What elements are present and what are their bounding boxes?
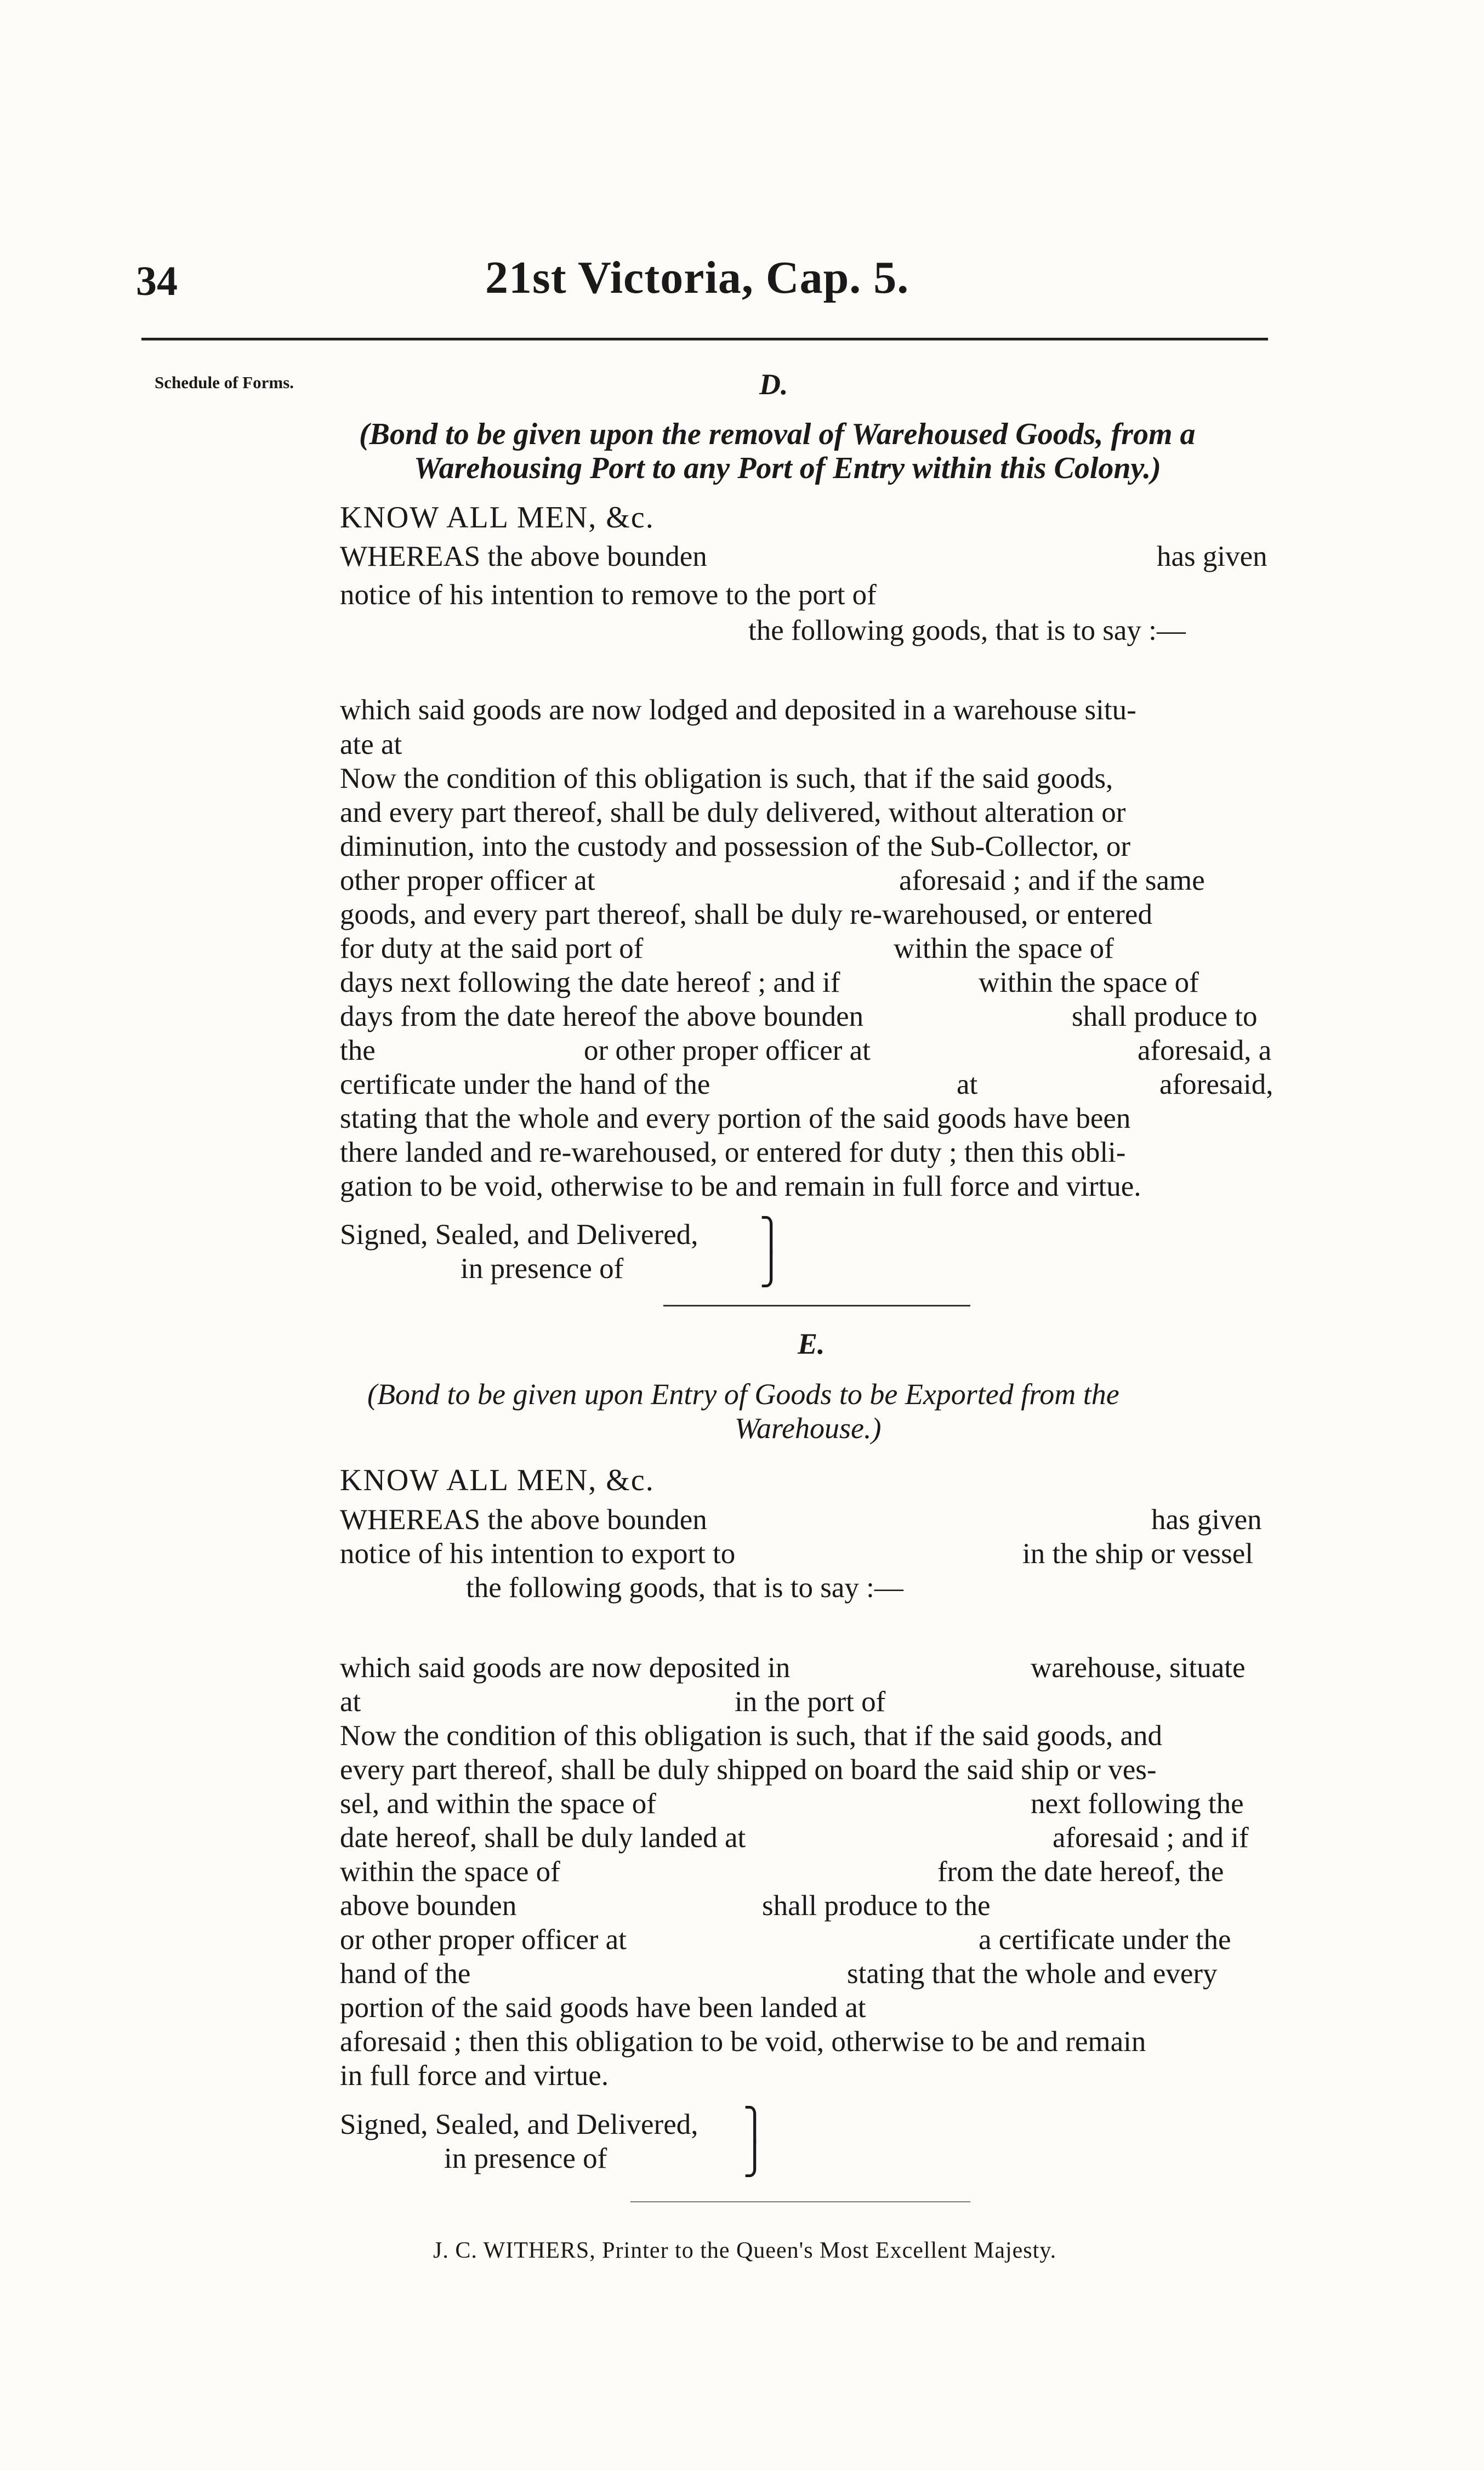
form-e-line: shall produce to the [762, 1890, 991, 1922]
form-d-line: other proper officer at [340, 865, 595, 896]
form-e-line: sel, and within the space of [340, 1788, 656, 1820]
form-e-line: the following goods, that is to say :— [466, 1572, 903, 1604]
form-e-whereas: WHEREAS the above bounden [340, 1504, 707, 1536]
form-d-line: Now the condition of this obligation is such, that if the said goods, [340, 763, 1113, 794]
form-e-line: aforesaid ; and if [1053, 1822, 1249, 1854]
form-d-caption-line2: Warehousing Port to any Port of Entry within this Colony.) [414, 451, 1161, 485]
form-e-line: from the date hereof, the [937, 1856, 1224, 1888]
form-e-presence: in presence of [444, 2143, 607, 2174]
form-e-know-all-men: KNOW ALL MEN, &c. [340, 1463, 655, 1497]
form-d-presence: in presence of [460, 1253, 624, 1285]
form-e-line: in the port of [735, 1686, 886, 1718]
header-rule [141, 338, 1268, 340]
form-e-line: aforesaid ; then this obligation to be void, otherwise to be and remain [340, 2026, 1146, 2058]
form-d-line: stating that the whole and every portion of the said goods have been [340, 1103, 1131, 1134]
form-d-line: at [957, 1069, 978, 1100]
form-d-line: and every part thereof, shall be duly delivered, without alteration or [340, 797, 1126, 828]
brace-top: ⎫ [743, 2107, 767, 2143]
form-d-line: ate at [340, 729, 402, 760]
form-d-line: the following goods, that is to say :— [748, 615, 1186, 646]
form-d-line: days next following the date hereof ; and if [340, 967, 840, 998]
form-e-line: at [340, 1686, 361, 1718]
form-e-line: above bounden [340, 1890, 517, 1922]
form-e-line: next following the [1031, 1788, 1244, 1820]
form-d-line: within the space of [979, 967, 1199, 998]
form-e-line: in the ship or vessel [1022, 1538, 1253, 1570]
form-d-line: diminution, into the custody and possession of the Sub-Collector, or [340, 831, 1130, 862]
form-d-line: the [340, 1035, 376, 1066]
form-d-line: aforesaid, [1159, 1069, 1273, 1100]
form-d-signed: Signed, Sealed, and Delivered, [340, 1219, 698, 1251]
form-d-know-all-men: KNOW ALL MEN, &c. [340, 501, 655, 535]
form-d-line: notice of his intention to remove to the port of [340, 579, 877, 611]
form-e-caption-line1: (Bond to be given upon Entry of Goods to be Exported from the [367, 1378, 1119, 1411]
form-d-line: goods, and every part thereof, shall be duly re-warehoused, or entered [340, 899, 1152, 930]
form-d-line: shall produce to [1072, 1001, 1258, 1032]
form-e-line: every part thereof, shall be duly shipped on board the said ship or ves- [340, 1754, 1157, 1786]
form-e-line: a certificate under the [979, 1924, 1231, 1956]
form-e-line: warehouse, situate [1031, 1652, 1246, 1684]
form-e-line: which said goods are now deposited in [340, 1652, 791, 1684]
form-d-line: gation to be void, otherwise to be and remain in full force and virtue. [340, 1171, 1141, 1202]
form-e-line: hand of the [340, 1958, 471, 1990]
form-d-line: within the space of [894, 933, 1114, 964]
form-d-caption-line1: (Bond to be given upon the removal of Warehoused Goods, from a [359, 417, 1196, 451]
form-d-line: for duty at the said port of [340, 933, 644, 964]
form-e-line: or other proper officer at [340, 1924, 627, 1956]
page-title: 21st Victoria, Cap. 5. [485, 252, 909, 303]
brace-bottom: ⎭ [759, 1251, 783, 1287]
form-d-line: which said goods are now lodged and deposited in a warehouse situ- [340, 694, 1136, 726]
form-e-line: stating that the whole and every [847, 1958, 1218, 1990]
form-d-whereas: WHEREAS the above bounden [340, 541, 707, 572]
form-e-whereas-end: has given [1151, 1504, 1262, 1536]
brace-top: ⎫ [759, 1217, 783, 1253]
page-number: 34 [136, 258, 178, 304]
form-e-letter: E. [798, 1327, 825, 1360]
form-e-line: within the space of [340, 1856, 560, 1888]
form-d-line: aforesaid ; and if the same [899, 865, 1205, 896]
form-e-line: portion of the said goods have been landed at [340, 1992, 866, 2024]
form-e-line: in full force and virtue. [340, 2060, 609, 2092]
form-d-line: certificate under the hand of the [340, 1069, 710, 1100]
section-divider [663, 1305, 970, 1306]
brace-bottom: ⎭ [743, 2141, 767, 2177]
margin-note: Schedule of Forms. [155, 373, 294, 392]
form-d-line: aforesaid, a [1138, 1035, 1272, 1066]
form-d-line: or other proper officer at [584, 1035, 871, 1066]
form-e-line: Now the condition of this obligation is such, that if the said goods, and [340, 1720, 1163, 1752]
form-e-caption-line2: Warehouse.) [735, 1412, 882, 1445]
form-e-line: date hereof, shall be duly landed at [340, 1822, 746, 1854]
form-e-signed: Signed, Sealed, and Delivered, [340, 2109, 698, 2140]
form-d-whereas-end: has given [1157, 541, 1267, 572]
form-d-line: there landed and re-warehoused, or entered for duty ; then this obli- [340, 1137, 1126, 1168]
form-d-line: days from the date hereof the above bounden [340, 1001, 864, 1032]
printer-imprint: J. C. WITHERS, Printer to the Queen's Most Excellent Majesty. [433, 2238, 1057, 2263]
footer-divider [630, 2201, 970, 2202]
form-e-line: notice of his intention to export to [340, 1538, 736, 1570]
form-d-letter: D. [759, 368, 788, 401]
